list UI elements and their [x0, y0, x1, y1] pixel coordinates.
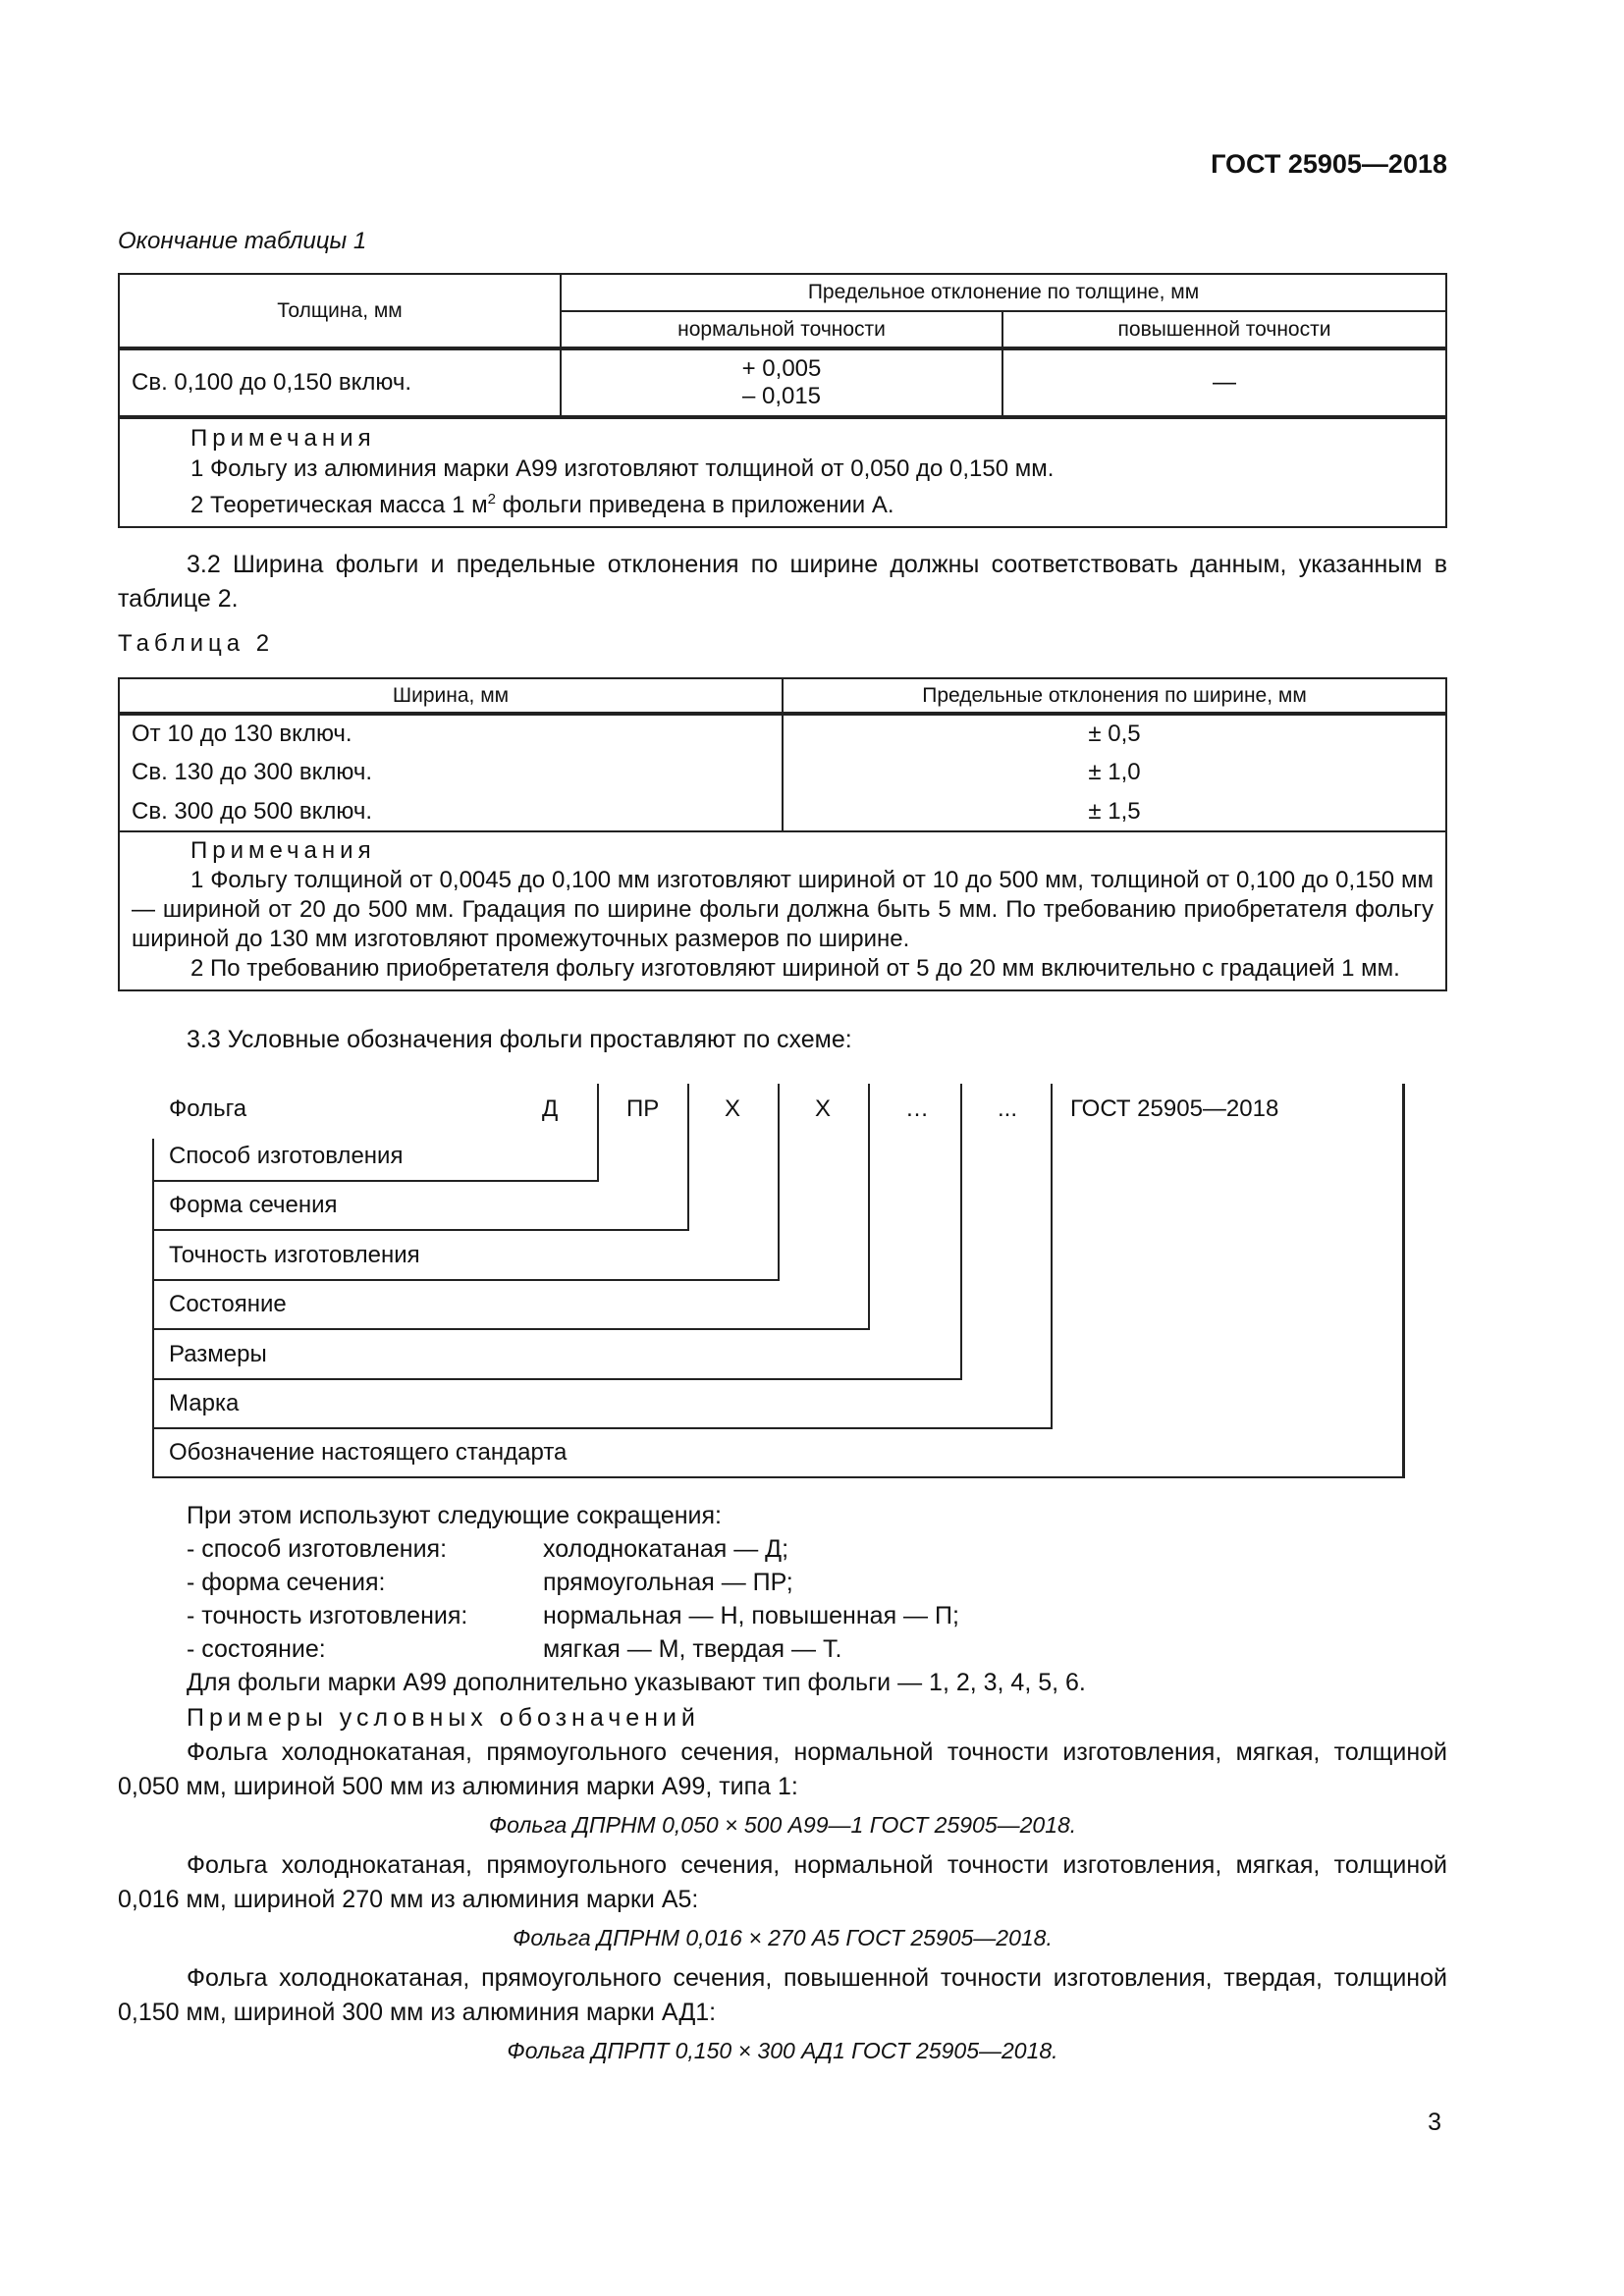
table2-row-dev: ± 1,5	[783, 792, 1446, 831]
table1-notes	[119, 417, 1446, 527]
table2-col-deviation: Предельные отклонения по ширине, мм	[783, 678, 1446, 714]
scheme-hline	[152, 1279, 780, 1281]
table1-notes-title: Примечания	[190, 425, 376, 452]
table1-col-normal: нормальной точности	[561, 311, 1002, 348]
scheme-vline	[960, 1084, 962, 1380]
table1-col-thickness: Толщина, мм	[119, 274, 561, 348]
table1-normal-minus: – 0,015	[741, 383, 822, 409]
table1-caption: Окончание таблицы 1	[118, 228, 367, 254]
abbrev-val: мягкая — М, твердая — Т.	[543, 1635, 842, 1663]
scheme-vline	[778, 1084, 780, 1281]
table2-row-dev: ± 1,0	[783, 753, 1446, 792]
scheme-top-sizes: …	[905, 1095, 929, 1122]
scheme-hline	[152, 1427, 1053, 1429]
example-text: Фольга холоднокатаная, прямоугольного сечения, нормальной точности изготовления, мягкая, толщиной 0,016 мм, шириной 270 мм из алюминия марки А5:	[118, 1851, 1447, 1913]
abbrev-key: - способ изготовления:	[187, 1535, 448, 1563]
example-text: Фольга холоднокатаная, прямоугольного сечения, повышенной точности изготовления, твердая, толщиной 0,150 мм, шириной 300 мм из алюминия марки АД1:	[118, 1964, 1447, 2026]
scheme-label-sizes: Размеры	[169, 1341, 267, 1367]
scheme-top-method: Д	[542, 1095, 559, 1122]
table2-notes	[119, 831, 1446, 990]
scheme-label-accuracy: Точность изготовления	[169, 1242, 420, 1268]
scheme-top-state: Х	[815, 1095, 832, 1122]
abbrev-val: холоднокатаная — Д;	[543, 1535, 789, 1563]
abbrev-key: - состояние:	[187, 1635, 326, 1663]
table1-col-high: повышенной точности	[1002, 311, 1446, 348]
table2-row-width: Св. 130 до 300 включ.	[119, 753, 783, 792]
table2-row-dev: ± 0,5	[783, 714, 1446, 753]
table1-note2-sup: 2	[487, 491, 496, 507]
scheme-vline	[868, 1084, 870, 1330]
scheme-top-accuracy: Х	[725, 1095, 741, 1122]
scheme-hline	[152, 1229, 689, 1231]
table1-row-thickness: Св. 0,100 до 0,150 включ.	[119, 348, 561, 417]
scheme-label-section: Форма сечения	[169, 1192, 338, 1218]
table1-note1: 1 Фольгу из алюминия марки А99 изготовляют толщиной от 0,050 до 0,150 мм.	[190, 455, 1055, 482]
scheme-hline	[152, 1328, 870, 1330]
scheme-hline	[152, 1180, 599, 1182]
abbrev-val: нормальная — Н, повышенная — П;	[543, 1602, 959, 1629]
scheme-vline	[1402, 1084, 1405, 1478]
scheme-top-section: ПР	[626, 1095, 660, 1122]
abbrev-val: прямоугольная — ПР;	[543, 1569, 793, 1596]
examples-title: Примеры условных обозначений	[187, 1704, 700, 1732]
table2-col-width: Ширина, мм	[119, 678, 783, 714]
scheme-label-standard: Обозначение настоящего стандарта	[169, 1439, 568, 1466]
scheme-hline	[152, 1476, 1405, 1478]
table2	[118, 677, 1447, 991]
scheme-top-foil: Фольга	[169, 1095, 247, 1122]
table1-normal-plus: + 0,005	[741, 355, 822, 382]
table1-note2	[190, 484, 1434, 520]
document-code: ГОСТ 25905—2018	[1211, 149, 1447, 179]
table1-note2-text-end: фольги приведена в приложении А.	[495, 492, 894, 518]
table1-note2-text: 2 Теоретическая масса 1 м	[190, 492, 488, 518]
scheme-hline	[152, 1378, 962, 1380]
table1-row-high: —	[1002, 348, 1446, 417]
table2-caption: Таблица 2	[118, 630, 275, 657]
paragraph-3-3: 3.3 Условные обозначения фольги проставляют по схеме:	[187, 1026, 852, 1053]
scheme-vline	[597, 1084, 599, 1182]
abbrev-intro: При этом используют следующие сокращения:	[187, 1502, 722, 1529]
table1-row-normal	[561, 348, 1002, 417]
example-text: Фольга холоднокатаная, прямоугольного сечения, нормальной точности изготовления, мягкая, толщиной 0,050 мм, шириной 500 мм из алюминия марки А99, типа 1:	[118, 1738, 1447, 1800]
table2-row-width: От 10 до 130 включ.	[119, 714, 783, 753]
table2-row-width: Св. 300 до 500 включ.	[119, 792, 783, 831]
page-number: 3	[1428, 2109, 1441, 2136]
table2-notes-title: Примечания	[190, 837, 376, 864]
paragraph-3-2: 3.2 Ширина фольги и предельные отклонения по ширине должны соответствовать данным, указанным в таблице 2.	[118, 551, 1447, 613]
scheme-left-border	[152, 1139, 154, 1478]
table2-note1: 1 Фольгу толщиной от 0,0045 до 0,100 мм изготовляют шириной от 10 до 500 мм, толщиной от 0,100 до 0,150 мм — шириной от 20 до 500 мм. Градация по ширине фольги должна быть 5 мм. По требованию приобретателя фольгу шириной до 130 мм изготовляют промежуточных размеров по ширине.	[132, 867, 1434, 952]
table1	[118, 273, 1447, 528]
example-code: Фольга ДПРНМ 0,016 × 270 А5 ГОСТ 25905—2018.	[513, 1925, 1053, 1950]
scheme-vline	[687, 1084, 689, 1231]
scheme-label-grade: Марка	[169, 1390, 240, 1416]
scheme-vline	[1051, 1084, 1053, 1429]
abbrev-key: - форма сечения:	[187, 1569, 386, 1596]
abbrev-key: - точность изготовления:	[187, 1602, 468, 1629]
example-code: Фольга ДПРНМ 0,050 × 500 А99—1 ГОСТ 25905—2018.	[488, 1812, 1077, 1838]
scheme-label-method: Способ изготовления	[169, 1143, 404, 1169]
scheme-top-standard: ГОСТ 25905—2018	[1070, 1095, 1279, 1122]
example-code: Фольга ДПРПТ 0,150 × 300 АД1 ГОСТ 25905—2018.	[507, 2038, 1058, 2063]
abbrev-a99: Для фольги марки А99 дополнительно указывают тип фольги — 1, 2, 3, 4, 5, 6.	[187, 1669, 1086, 1696]
scheme-label-state: Состояние	[169, 1291, 287, 1317]
table2-note2: 2 По требованию приобретателя фольгу изготовляют шириной от 5 до 20 мм включительно с градацией 1 мм.	[190, 955, 1400, 982]
table1-col-deviation: Предельное отклонение по толщине, мм	[561, 274, 1446, 311]
scheme-top-grade: ...	[998, 1095, 1018, 1122]
